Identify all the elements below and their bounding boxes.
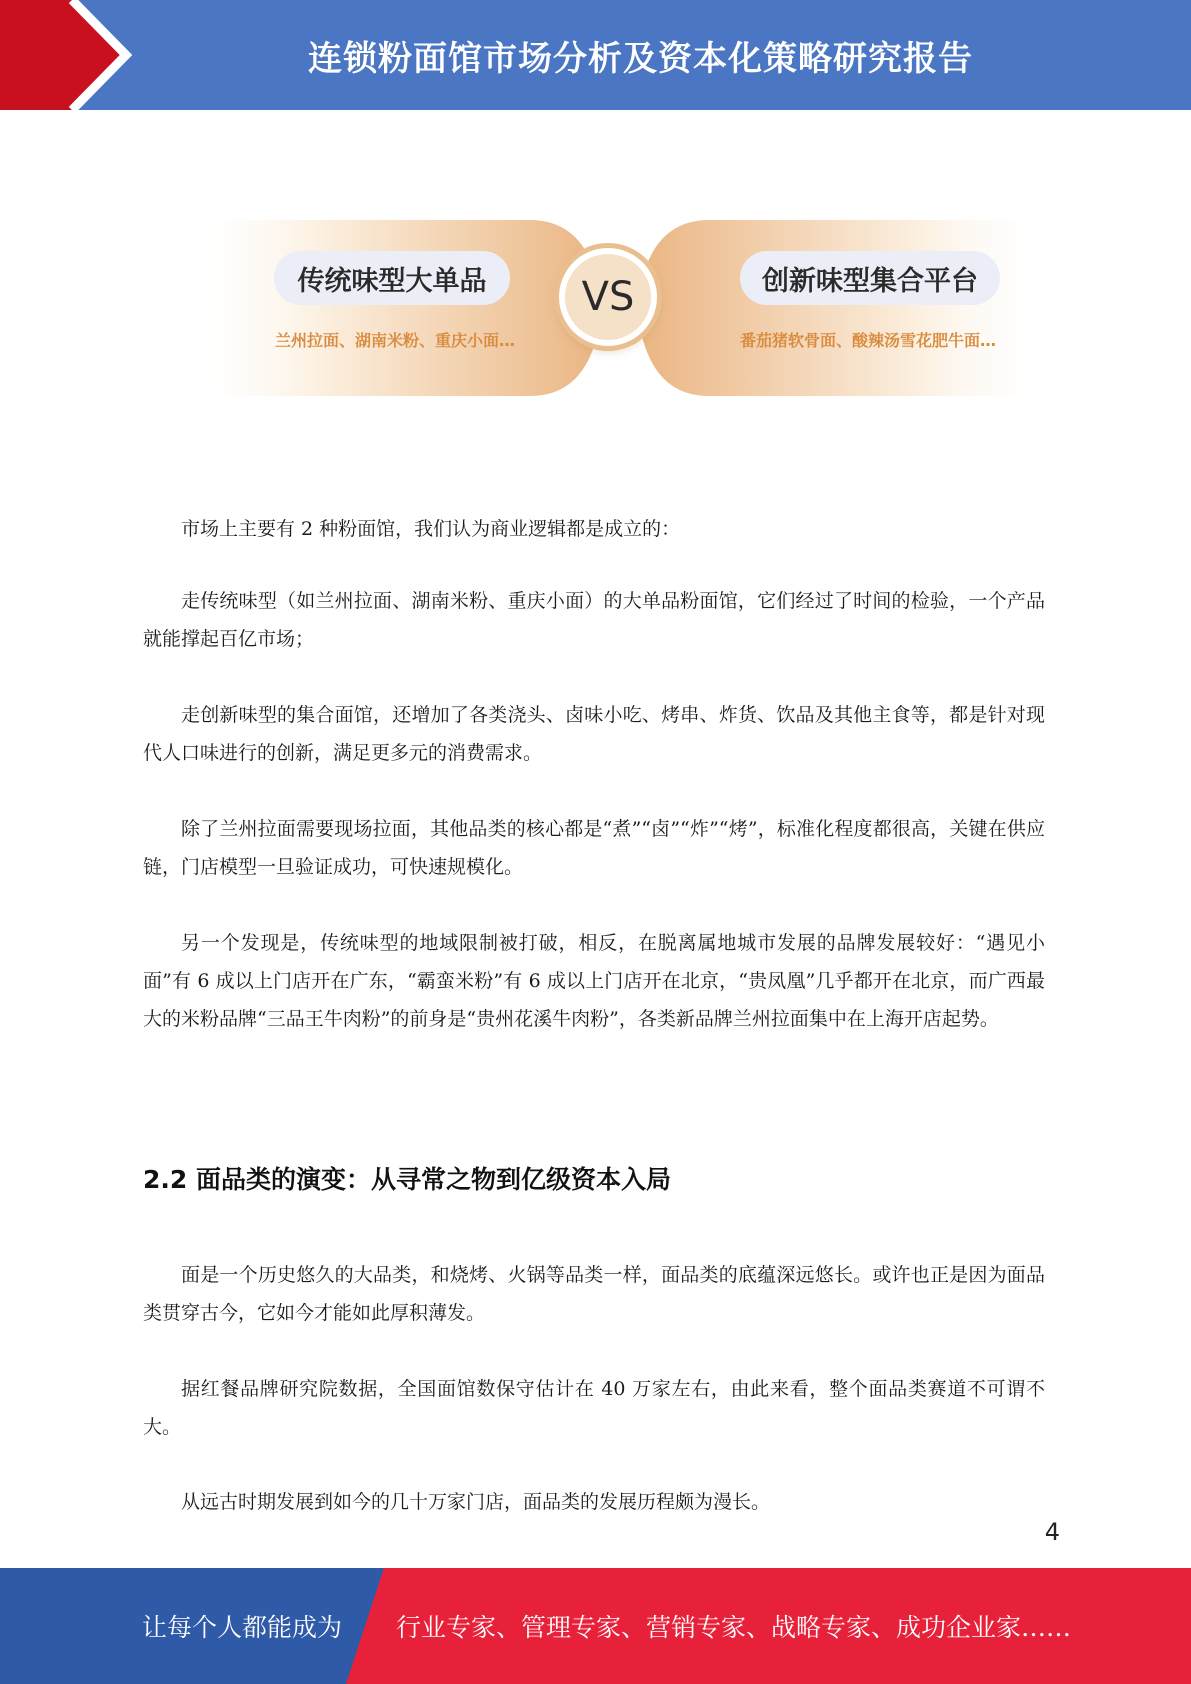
paragraph-5: 另一个发现是，传统味型的地域限制被打破，相反，在脱离属地城市发展的品牌发展较好：“遇见小面”有 6 成以上门店开在广东，“霸蛮米粉”有 6 成以上门店开在北京，“贵凤凰”几乎都开在北京，而广西最大的米粉品牌“三品王牛肉粉”的前身是“贵州花溪牛肉粉”，各类新品牌兰州拉面集中在上海开店起势。 (143, 932, 1045, 1030)
section-paragraph-2: 据红餐品牌研究院数据，全国面馆数保守估计在 40 万家左右，由此来看，整个面品类赛道不可谓不大。 (143, 1378, 1045, 1438)
paragraph-1: 市场上主要有 2 种粉面馆，我们认为商业逻辑都是成立的： (181, 518, 681, 540)
page-footer (0, 1568, 1191, 1684)
section-paragraph-3: 从远古时期发展到如今的几十万家门店，面品类的发展历程颇为漫长。 (181, 1491, 771, 1513)
paragraph-2: 走传统味型（如兰州拉面、湖南米粉、重庆小面）的大单品粉面馆，它们经过了时间的检验，一个产品就能撑起百亿市场； (143, 590, 1045, 650)
traditional-flavor-label: 传统味型大单品 (274, 251, 510, 305)
page-header (0, 0, 1191, 110)
paragraph-3: 走创新味型的集合面馆，还增加了各类浇头、卤味小吃、烤串、炸货、饮品及其他主食等，都是针对现代人口味进行的创新，满足更多元的消费需求。 (143, 704, 1045, 764)
footer-slogan-right: 行业专家、管理专家、营销专家、战略专家、成功企业家…… (396, 1613, 1072, 1642)
report-title: 连锁粉面馆市场分析及资本化策略研究报告 (308, 38, 973, 79)
section-heading: 2.2 面品类的演变：从寻常之物到亿级资本入局 (143, 1165, 671, 1194)
page-number: 4 (1044, 1518, 1060, 1546)
innovative-flavor-label: 创新味型集合平台 (740, 251, 1000, 305)
footer-slogan-left: 让每个人都能成为 (142, 1613, 343, 1642)
section-paragraph-1: 面是一个历史悠久的大品类，和烧烤、火锅等品类一样，面品类的底蕴深远悠长。或许也正是因为面品类贯穿古今，它如今才能如此厚积薄发。 (143, 1264, 1045, 1324)
vs-badge: VS (559, 248, 657, 346)
paragraph-4: 除了兰州拉面需要现场拉面，其他品类的核心都是“煮”“卤”“炸”“烤”，标准化程度都很高，关键在供应链，门店模型一旦验证成功，可快速规模化。 (143, 818, 1045, 878)
header-arrow-decoration (0, 0, 150, 110)
innovative-examples: 番茄猪软骨面、酸辣汤雪花肥牛面… (739, 331, 996, 350)
comparison-banner (178, 216, 1061, 400)
traditional-examples: 兰州拉面、湖南米粉、重庆小面… (274, 331, 515, 350)
